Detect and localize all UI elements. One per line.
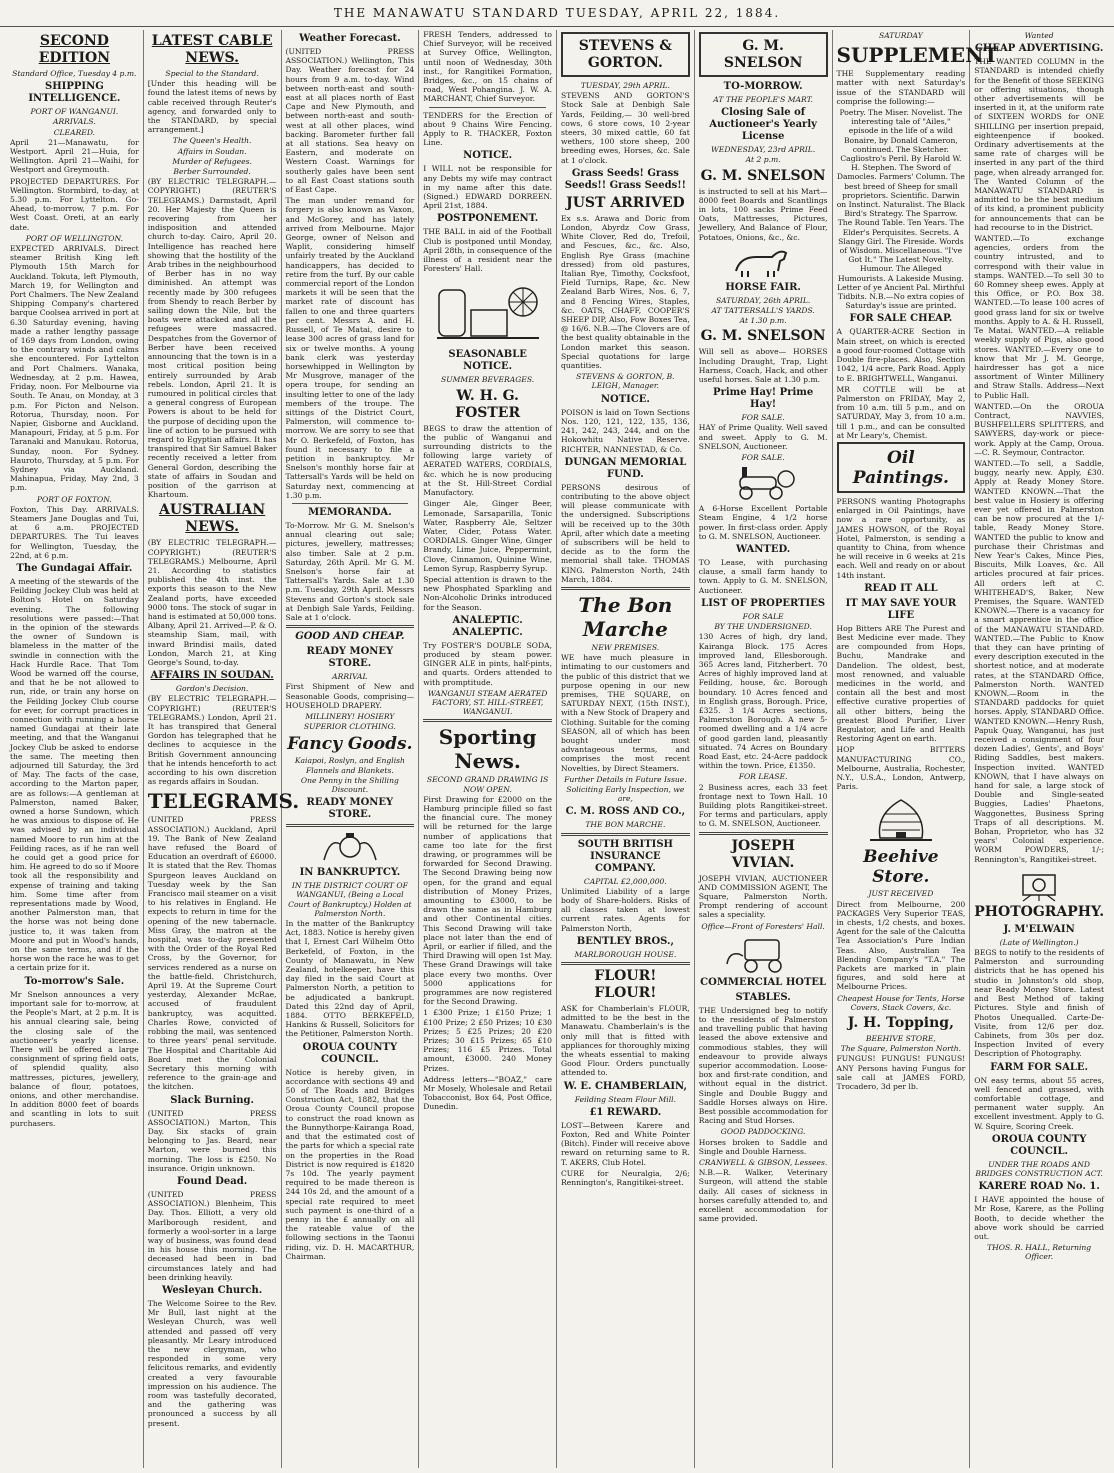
memoranda-heading: MEMORANDA.	[308, 506, 392, 518]
mcelwain-name: J. M'ELWAIN	[1003, 923, 1075, 935]
foxton-text: Foxton, This Day. ARRIVALS. Steamers Jane Douglas and Tui, at 6 a.m. PROJECTED DEPARTURES. The Tui leaves for Wellington, Tuesday, the 22nd, at 6 p.m.	[10, 504, 139, 560]
notice-heading-2: NOTICE.	[600, 393, 650, 405]
cable-heading: LATEST CABLE NEWS.	[151, 33, 273, 66]
by-undersigned: BY THE UNDERSIGNED.	[714, 622, 812, 632]
gundagai-text: A meeting of the stewards of the Feilding Jockey Club was held at Bolton's Hotel on Saturday evening. The following resolutions were passed:—That in the opinion of the stewards the owner of Sundown is blameless in the matter of the swindle in connection with the Hack Hurdle Race. That Tom Wood be warned off the course, and that he be not allowed to run, ride, or train any horse on the Feilding Jockey Club course for ever, for corrupt practices in connection with running a horse named Gundagai at their late meeting, and that the Wanganui Jockey Club be asked to endorse the same. The meeting then adjourned till Saturday, the 3rd of May. The facts of the case, according to the Marton paper, are as follows:—A gentleman at Palmerston, named Baker, owned a horse Sundown, which he was anxious to dispose of. He was advised by an individual named Moore to run him at the Feilding races, as if he ran well he could get a good price for him. He agreed to do so if Moore took all the responsibility and expense of training and taking him. Some time after from representations made by Wood, another Palmerston man, that the horse was not being done justice to, it was taken from Moore and put in Wood's hands, on the same terms, and if the horse won the race he was to get a certain prize for it.	[10, 576, 139, 973]
wanted-label: Wanted	[1024, 31, 1054, 40]
walker-text: N.B.—R. Walker, Veterinary Surgeon, will attend the stable daily. All cases of sickness in horses carefully attended to, and excellent accommodation for same provided.	[698, 1168, 828, 1224]
port-wellington: PORT OF WELLINGTON.	[25, 233, 124, 243]
column-4	[419, 30, 557, 1468]
edition-date: Standard Office, Tuesday 4 p.m.	[12, 69, 137, 78]
gundagai-heading: The Gundagai Affair.	[16, 562, 133, 574]
paddocking: GOOD PADDOCKING.	[720, 1127, 806, 1137]
gms-1-text: is instructed to sell at his Mart— 8000 feet Boards and Scantlings in lots, 100 sacks Prime Feed Oats, Mattresses, Pictures, Jewellery, And Balance of Flour, Potatoes, Onions, &c., &c.	[698, 186, 828, 242]
may-save-life: IT MAY SAVE YOUR LIFE	[845, 597, 957, 621]
commercial-hotel: COMMERCIAL HOTEL	[700, 976, 827, 988]
edition-heading: SECOND EDITION	[38, 33, 111, 66]
farm-heading: FARM FOR SALE.	[990, 1061, 1089, 1073]
poison-text: POISON is laid on Town Sections Nos. 120, 121, 122, 135, 136, 241, 242, 243, 244, and on the Hokowhitu Native Reserve. RICHTER, NANNESTAD, & Co.	[561, 407, 690, 454]
chamberlain-name: W. E. CHAMBERLAIN,	[563, 1080, 688, 1092]
oroua-heading: OROUA COUNTY COUNCIL.	[302, 1041, 398, 1065]
tattersalls: AT TATTERSALL'S YARDS.	[711, 306, 815, 316]
soda-text: Try FOSTER'S DOUBLE SODA, produced by steam power. GINGER ALE in pints, half-pints, and quarts. Orders attended to with promptitude.	[423, 640, 552, 687]
capital: CAPITAL £2,000,000.	[583, 876, 667, 886]
columns	[6, 30, 1108, 1468]
just-received: JUST RECEIVED	[868, 889, 934, 899]
oroua-council-2: OROUA COUNTY COUNCIL.	[991, 1133, 1087, 1157]
saturday-date: SATURDAY, 26th APRIL.	[715, 295, 811, 305]
gms-2-text: Will sell as above— HORSES Including Draught, Trap, Light Harness, Coach, Hack, and other useful horses. Sale at 1.30 p.m.	[698, 347, 828, 385]
affairs-soudan: Affairs in Soudan.	[177, 146, 247, 156]
supplement-text: THE Supplementary reading matter with next Saturday's issue of the STANDARD will comprise the following:—	[836, 69, 966, 106]
new-premises: NEW PREMISES.	[591, 642, 660, 652]
sg-date: TUESDAY, 29th APRIL.	[580, 81, 670, 90]
tomorrow-sale-heading: To-morrow's Sale.	[24, 975, 125, 987]
column-5	[557, 30, 695, 1468]
wanted-text: TO Lease, with purchasing clause, a small farm handy to town. Apply to G. M. SNELSON, Auctioneer.	[698, 558, 828, 595]
postponement-heading: POSTPONEMENT.	[436, 213, 539, 225]
vivian-heading: JOSEPH VIVIAN.	[731, 837, 795, 871]
berber-surrounded: Berber Surrounded.	[173, 167, 251, 177]
cable-text: (BY ELECTRIC TELEGRAPH.—COPYRIGHT.) (REUTER'S TELEGRAMS.) Darmstadt, April 20. Her Majesty the Queen is recovering from her indisposition and attended church to-day. Cairo, April 20. Intelligence has reached here showing that the hostility of the Arab tribes in the neighbourhood of Berber has in no way diminished. An attempt was recently made by 300 refugees from Shendy to reach Berber by sailing down the Nile, but the boats were attacked and all the refugees were massacred. Despatches from the Governor of Berber have been received announcing that the town is in a most critical position being entirely surrounded by Arab rebels. London, April 21. It is rumoured in political circles that a general congress of European Powers is about to be held for the purpose of deciding upon the line of action to be pursued with regard to Egyptian affairs. It has transpired that Sir Samuel Baker recently received a letter from General Gordon, describing the state of affairs in Soudan and position of the garrison at Khartoum.	[147, 177, 277, 500]
list-for-sale: FOR SALE	[742, 611, 784, 621]
kaiapoi: Kaiapoi, Roslyn, and English Flannels and Blankets.	[294, 756, 405, 775]
bon-marche-sign: THE BON MARCHE.	[585, 820, 666, 830]
list-heading: LIST OF PROPERTIES	[701, 597, 826, 609]
hop-text: Hop Bitters ARE The Purest and Best Medicine ever made. They are compounded from Hops, Buchu, Mandrake and Dandelion. The oldest, best, most renowned, and valuable medicines in the world, and contain all the best and most effective curative properties of all other bitters, being the greatest Blood Purifier, Liver Regulator, and Life and Health Restoring Agent on earth.	[836, 623, 966, 744]
queens-health: The Queen's Health.	[172, 136, 252, 146]
sailings-text: April 21—Manawatu, for Westport. April 21—Huia, for Wellington. April 21—Waihi, for Westport and Greymouth.	[10, 137, 139, 175]
karere-text: I HAVE appointed the house of Mr Rose, Karere, as the Polling Booth, to decide whether the above work should be carried out.	[974, 1195, 1104, 1241]
column-6	[695, 30, 833, 1468]
notice-heading: NOTICE.	[463, 150, 513, 162]
tenders: TENDERS for the Erection of about 9 Chains Wire Fencing. Apply to R. THACKER, Foxton Line.	[423, 110, 552, 148]
stables-heading: STABLES.	[735, 991, 791, 1003]
cheap-text: A QUARTER-ACRE Section in Main street, on which is erected a good four-roomed Cottage with Double fire-places. Also, Section 1042, 1/4 acre, Park Road. Apply to E. BRIGHTWELL, Wanganui.	[836, 327, 966, 383]
paddock-text: Horses broken to Saddle and Single and Double Harness.	[698, 1137, 828, 1156]
port-wanganui: PORT OF WANGANUI.	[30, 107, 119, 117]
slack-text: (UNITED PRESS ASSOCIATION.) Marton, This Day. Six stacks of grain belonging to Jas. Beard, near Marton, were burned this morning. The loss is £250. No insurance. Origin unknown.	[147, 1108, 277, 1173]
postponement-text: THE BALL in aid of the Football Club is postponed until Monday, April 28th, in consequence of the illness of a resident near the Foresters' Hall.	[423, 227, 552, 274]
vivian-text: JOSEPH VIVIAN, AUCTIONEER AND COMMISSION AGENT, The Square, Palmerston North. Prompt rendering of account sales a speciality.	[698, 873, 828, 920]
slack-heading: Slack Burning.	[170, 1094, 255, 1106]
bottling-machine-icon	[433, 276, 543, 346]
analeptic: ANALEPTIC. ANALEPTIC.	[452, 614, 523, 638]
lease-text: 2 Business acres, each 33 feet frontage next to Town Hall. 10 Building plots Rangitikei-street. For terms and particulars, apply to G. M. SNELSON, Auctioneer.	[698, 782, 828, 829]
shipping-heading: SHIPPING INTELLIGENCE.	[28, 81, 121, 105]
reward-heading: £1 REWARD.	[589, 1106, 662, 1118]
wellington-text: EXPECTED ARRIVALS. Direct steamer British King left Plymouth 15th March for Auckland. Tokuta, left Plymouth, March 19, for Wellington and Port Chalmers. The New Zealand Shipping Company's chartered barque Coolsea arrived in port at 6.30 Saturday evening, having made a rather lengthy passage of 169 days from London, owing to the contrary winds and calms she encountered. For Lyttelton and Port Chalmers. Wanaka, Wednesday, at 2 p.m. Hawea, Friday, noon. For Melbourne via South. Te Anau, on Monday, at 3 p.m. For Picton and Nelson. Rotorua, Thursday, noon. For Napier, Gisborne and Auckland. Manapouri, Friday, at 5 p.m. For Taranaki and Manukau. Rotorua, Sunday, noon. For Sydney. Hauroto, Thursday, at 5 p.m. For Sydney via Auckland. Mahinapua, Friday, May 2nd, 3 p.m.	[10, 244, 139, 493]
cranwell-gibson: CRANWELL & GIBSON, Lessees.	[698, 1158, 828, 1168]
steam-engine-icon	[728, 465, 798, 501]
at-130pm: At 1.30 p.m.	[739, 316, 787, 326]
topping-store: BEEHIVE STORE,	[865, 1034, 936, 1044]
coach-icon	[723, 934, 803, 974]
oil-paintings: Oil Paintings.	[852, 447, 949, 488]
further-details: Further Details in Future Issue.	[564, 774, 687, 784]
supplement-list: Poetry. The Miser. Novelist. The interesting tale of "Ailes," episode in the life of a wild Bonaire, by Donald Cameron, continued. The Sketcher. Cagliostro's Peril. By Harold W. H. Stephen. The Sword of Damocles. Farmers' Column. The best breed of Sheep for small proprietors. Scientific. Darwin on Instinct. Naturalist. The Black Bird's Strategy. The Sparrow. The Round Table. Ten Years. The Elder's Perquisites. Secrets. A Slangy Girl. The Fireside. Words of Wisdom. Miscellaneous. "I've Got It." The Latest Novelty. Humour. The Alleged Humourists. A Lakeside Musing. Letter of ye Ancient Pal. Mirthful Tidbits. N.B.—No extra copies of Saturday's issue are printed.	[836, 108, 966, 311]
tomorrow-heading: TO-MORROW.	[723, 81, 803, 92]
gms-1: G. M. SNELSON	[700, 167, 826, 184]
fresh-tenders: FRESH Tenders, addressed to Chief Surveyor, will be received at Survey Office, Wellington, until noon of Wednesday, 30th inst., for Rangitikei Formation, Bridges, &c., on 15 chains of road, West Pohangina. J. W. A. MARCHANT, Chief Surveyor.	[423, 30, 552, 104]
cable-note: [Under this heading will be found the latest items of news by cable received through Reuter's agency, and forwarded only to the STANDARD, by special arrangement.]	[147, 79, 277, 135]
topping-name: J. H. Topping,	[847, 1015, 954, 1032]
oroua-contract: WANTED.—On the OROUA Contract, NAVVIES, BUSHFELLERS SPLITTERS, and SAWYERS, day-work or piece-work. Apply at the Camp, Oroua.—C. R. Seymour, Contractor.	[974, 401, 1104, 457]
beehive-icon	[866, 794, 936, 844]
sg-sign: STEVENS & GORTON, B. LEIGH, Manager.	[576, 372, 675, 391]
royal-arms-icon	[320, 830, 380, 864]
bankruptcy-text: In the matter of the Bankruptcy Act, 1883. Notice is hereby given that I, Ernest Carl Wilhelm Otto Berkefeld, of Foxton, in the County of Manawatu, in New Zealand, hotelkeeper, have this day filed in the said Court at Palmerston North, a petition to be adjudicated a bankrupt. Dated this 22nd day of April, 1884. OTTO BERKEFELD, Hankins & Russell, Solicitors for the Petitioner, Palmerston North.	[285, 919, 415, 1039]
soliciting: Soliciting Early Inspection, we are,	[566, 784, 685, 804]
returning-officer: THOS. R. HALL, Returning Officer.	[987, 1243, 1092, 1262]
column-8	[970, 30, 1108, 1468]
beehive-text: Direct from Melbourne, 200 PACKAGES Very Superior TEAS, in chests, 1/2 chests, and boxes. Agent for the sale of the Calcutta Tea Association's Pure Indian Teas. Also, Australian Tea Blending Company's "T.A." The Packets are marked in plain figures, and sold here at Melbourne Prices.	[836, 899, 966, 992]
photography-heading: PHOTOGRAPHY.	[974, 903, 1105, 920]
district-court: IN THE DISTRICT COURT OF WANGANUI, (Being a Local Court of Bankruptcy.) Holden at Palmerston North.	[288, 881, 412, 918]
soudan-text: (BY ELECTRIC TELEGRAPH.—COPYRIGHT.) (REUTER'S TELEGRAMS.) London, April 21. It has transpired that General Gordon has telegraphed that he declines to acquiesce in the British Government announcing that he intends henceforth to act according to his own discretion as regards affairs in Soudan.	[147, 694, 277, 787]
australian-heading: AUSTRALIAN NEWS.	[159, 502, 266, 536]
arrival-text: First Shipment of New and Seasonable Goods, comprising— HOUSEHOLD DRAPERY.	[285, 682, 415, 710]
horse-fair: HORSE FAIR.	[725, 281, 801, 293]
wesleyan-text: The Welcome Soiree to the Rev. Mr Bull, last night at the Wesleyan Church, was well attended and passed off very pleasantly. Mr Leary introduced the new clergyman, who responded in some very felicitous remarks, and evidently created a very favourable impression on his audience. The room was tastefully decorated, and the gathering was pronounced a success by all present.	[147, 1298, 277, 1428]
topping-address: The Square, Palmerston North.	[840, 1044, 962, 1054]
seeds-text: Ex s.s. Arawa and Doric from London, Abyrdz Cow Grass, White Clover, Red do, Trefoil, and Fescues, &c., &c. Also, English Rye Grass (machine dressed) from old pastures, Italian Rye, Timothy, Cocksfoot, Field Turnips, Rape, &c. New Zealand Barb Wires, Nos. 6, 7, and 8 Fencing Wires, Staples, &c. OATS, CHAFF, COOPER'S SHEEP DIP, Also, Fow Boxes Tea, @ 16/6. N.B.—The Clovers are of the best quality obtainable in the London market this season. Special quotations for large quantities.	[561, 213, 690, 371]
insurance-text: Unlimited Liability of a large body of Share-holders. Risks of all classes taken at lowest current rates. Agents for Palmerston North,	[561, 886, 690, 933]
cure-text: CURE for Neuralgia, 2/6; Rennington's, Rangitikei-street.	[561, 1168, 690, 1188]
bon-text: WE have much pleasure in intimating to our customers and the public of this district that we purpose opening in our new premises, THE SQUARE, on SATURDAY NEXT, (15th INST.), with a New Stock of Drapery and Clothing. Suitable for the coming SEASON, all of which has been bought under most advantageous terms, and comprises the most recent Novelties, by Direct Steamers.	[561, 653, 690, 773]
prizes-list: 1 £300 Prize; 1 £150 Prize; 1 £100 Prize; 2 £50 Prizes; 10 £30 Prizes; 5 £25 Prizes; 20 £20 Prizes; 30 £15 Prizes; 65 £10 Prizes; 116 £5 Prizes. Total amount, £3000. 240 Money Prizes.	[423, 1008, 552, 1073]
marlborough-house: MARLBOROUGH HOUSE.	[574, 949, 677, 959]
column-3	[282, 30, 420, 1468]
arrival-label: ARRIVAL	[332, 672, 368, 682]
peoples-mart: AT THE PEOPLE'S MART.	[713, 95, 813, 104]
oil-text: PERSONS wanting Photographs enlarged in Oil Paintings, have now a rare opportunity, as JAMES HOWSON, of the Royal Hotel, Palmerston, is sending a quantity to China, from whence he will receive in 6 weeks at 21s each. Well and ready on or about 14th instant.	[836, 496, 966, 580]
memoranda-text: To-Morrow. Mr G. M. Snelson's annual clearing out sale; pictures, jewellery, mattresses; also timber. Sale at 2 p.m. Saturday, 26th April. Mr G. M. Snelson's horse fair at Tattersall's Yards. Sale at 1.30 p.m. Tuesday, 29th April. Messrs Stevens and Gorton's stock sale at Denbigh Sale Yards, Feilding. Sale at 1 o'clock.	[285, 520, 415, 622]
arrivals-label: ARRIVALS.	[52, 117, 96, 127]
australian-text: (BY ELECTRIC TELEGRAPH.—COPYRIGHT.) (REUTER'S TELEGRAMS.) Melbourne, April 21. According to statistics published the 4th inst. the exports this season to the New Zealand ports, have exceeded 9000 tons. The stock of sugar in hand is estimated at 50,000 tons. Albany, April 21. Arrived—P. & O. steamship Siam, mail, with inward Brindisi mails, dated London, March 21, at King George's Sound, to-day.	[147, 538, 277, 667]
for-sale-cheap: FOR SALE CHEAP.	[849, 313, 953, 325]
cheap-advertising: CHEAP ADVERTISING.	[974, 43, 1104, 55]
masthead: THE MANAWATU STANDARD TUESDAY, APRIL 22, 1884.	[0, 0, 1114, 27]
mcelwain-text: BEGS to notify to the residents of Palmerston and surrounding districts that he has opened his studio in Johnston's old shop, near Ready Money Store. Latest and Best Method of taking Pictures. Style and finish of Photos Unequalled. Carte-De-Visite, from 12/6 per doz. Cabinets, from 30s per doz. Inspection Invited of every Description of Photography.	[974, 948, 1104, 1059]
wanted-items: WANTED.—To exchange agencies, orders from the country intrusted, and to correspond with their value in stamps. WANTED.—To sell 30 to 60 Romney sheep ewes. Apply at this Office, or P.O. Box 38. WANTED.—To lease 100 acres of good grass land for six or twelve months. Apply to A. & H. Russell, Te Matai. WANTED.—A reliable weekly supply of Pigs, also good stores. WANTED.—Every one to know that Mr J. M. George, hairdresser has got a nice assortment of Winter Millinery and Straw Stalls. Address—Next to Public Hall.	[974, 234, 1104, 400]
weather-heading: Weather Forecast.	[299, 33, 401, 44]
oroua-text: Notice is hereby given, in accordance with sections 49 and 50 of The Roads and Bridges Construction Act, 1882, that the Oroua County Council propose to construct the road known as the Bunnythorpe-Kairanga Road, and that the estimated cost of the parts for which a special rate on the properties in the Road District is now required is £1820 7s 10d. The yearly payment required to be made thereon is 244 10s 2d, and the amount of a special rate required to meet such payment is one-third of a penny in the £ annually on all the rateable value of the following sections in the Taonui riding, viz. D. H. MACARTHUR, Chairman.	[285, 1067, 415, 1261]
notice-text: I WILL not be responsible for any Debts my wife may contract in my name after this date. (Signed.) EDWARD DORREEN. April 21st, 1884.	[423, 164, 552, 211]
millinery: MILLINERY! HOSIERY	[305, 712, 395, 721]
foster-name: W. H. G. FOSTER	[455, 387, 521, 421]
projected-text: PROJECTED DEPARTURES. For Wellington. Stormbird, to-day, at 5.30 p.m. For Lyttelton. Go-Ahead, to-morrow, 7 p.m. For West Coast. Oreti, at an early date.	[10, 176, 139, 232]
wanted-heading: WANTED.	[735, 544, 791, 556]
karere-road: KARERE ROAD No. 1.	[978, 1181, 1100, 1193]
found-dead-heading: Found Dead.	[177, 1175, 248, 1187]
reward-text: LOST—Between Karere and Foxton, Red and White Pointer (Bitch). Finder will receive above reward on returning same to R. T. AKERS, Club Hotel.	[561, 1120, 690, 1167]
wednesday-date: WEDNESDAY, 23rd APRIL.	[710, 145, 816, 155]
sg-text: STEVENS AND GORTON'S Stock Sale at Denbigh Sale Yards, Feilding,— 30 well-bred cows, 6 store cows, 10 2-year steers, 30 mixed cattle, 60 fat wethers, 100 store sheep, 200 breeding ewes, Horses, &c. Sale at 1 o'clock.	[561, 91, 690, 165]
sporting-text: First Drawing for £2000 on the Hamburg principle filled so fast the financial cure. The money will be returned for the large number of applications that came too late for the first drawing, or programmes will be forwarded for Second Drawing. The Second Drawing being now open, for the grand and equal distribution of Money Prizes, amounting to £3000, to be drawn the same as in Hamburg and other Continental cities. This Second Drawing will take place not later than the end of April, or earlier if filled, and the Third Drawing will open 1st May. These Grand Drawings will take place every two months. Over 5000 applications for programmes are now registered for the Second Drawing.	[423, 794, 552, 1007]
murder-refugees: Murder of Refugees.	[172, 156, 252, 166]
just-arrived: JUST ARRIVED	[566, 194, 685, 211]
stables-text: THE Undersigned beg to notify to the residents of Palmerston and travelling public that having leased the above extensive and commodious stables, they will endeavour to provide always superior accommodation. Loose-box and first-rate condition, and without equal in the district. Single and Double Buggy and Saddle Horses always on Hire. Best possible accommodation for Racing and Stud Horses.	[698, 1005, 828, 1126]
camera-icon	[1009, 867, 1069, 901]
at-2pm: At 2 p.m.	[745, 155, 781, 165]
cordials-list: Ginger Ale, Ginger Beer, Lemonade, Sarsaparilla, Tonic Water, Raspberry Ale, Seltzer Water, Cider, Potass Water. CORDIALS. Ginger Wine, Ginger Brandy, Lime Juice, Peppermint, Clove, Cinnamon, Quinine Wine, Lemon Syrup, Raspberry Syrup.	[423, 499, 552, 573]
south-british: SOUTH BRITISH INSURANCE COMPANY.	[577, 838, 673, 874]
cable-subheading: Special to the Standard.	[165, 69, 259, 78]
flour-heading: FLOUR! FLOUR!	[594, 968, 657, 1002]
list-text: 130 Acres of high, dry land, Kairanga Block. 175 Acres improved land, Ellesborough. 365 Acres land, Fitzherbert. 70 Acres of highly improved land at Feilding, house, &c. Borough boundary. 10 Acres fenced and in English grass, Borough. Price, £325. 3 1/4 Acres sections, Palmerston Borough. A new 5-roomed dwelling and a 1/4 acre of good garden land, pleasantly situated. 74 Acres on Boundary Road East, etc. 24-Acre paddock within the town. Price, £1350.	[698, 632, 828, 771]
gms-2: G. M. SNELSON	[700, 328, 826, 345]
column-1	[6, 30, 144, 1468]
cleared-label: CLEARED.	[53, 127, 96, 137]
hay-text: HAY of Prime Quality. Well saved and sweet. Apply to G. M. SNELSON, Auctioneer.	[698, 423, 828, 451]
boaz-address: Address letters—"BOAZ," care Mr Mosely, Wholesale and Retail Tobacconist, Box 64, Post Office, Dunedin.	[423, 1074, 552, 1112]
for-sale-2: FOR SALE.	[741, 453, 785, 463]
tomorrow-sale-text: Mr Snelson announces a very important sale for to-morrow, at the People's Mart, at 2 p.m. It is his annual clearing sale, being the closing sale of the auctioneer's yearly license. There will be offered a large consignment of spring field oats, of splendid quality, also mattresses, pictures, jewellery, balance of flour, potatoes, onions, and other merchandise. In addition 8000 feet of boards and scantling in lots to suit purchasers.	[10, 989, 139, 1128]
snelson-heading: G. M. SNELSON	[723, 38, 803, 71]
mcelwain-sub: (Late of Wellington.)	[999, 937, 1079, 947]
cheap-adv-text: THE WANTED COLUMN in the STANDARD is intended chiefly for the Benefit of those SEEKING or offering situations, though other advertisements will be inserted in it, at the uniform rate of SIXTEEN WORDS for ONE SHILLING per insertion prepaid, eighteenpence if booked. Ordinary advertisements at the same rate of charges will be inserted in any part of the third page, when already arranged for. The Wanted Column of the MANAWATU STANDARD is admitted to be the best medium of its kind, a prominent publicity for announcements that can be had recourse to in the District.	[974, 57, 1104, 232]
telegrams-heading: TELEGRAMS.	[147, 789, 300, 814]
foster-text: BEGS to draw the attention of the public of Wanganui and surrounding districts to the following large variety of AERATED WATERS, CORDIALS, &c. which he is now producing at the St. Hill-Street Cordial Manufactory.	[423, 423, 552, 498]
for-sale-1: FOR SALE.	[741, 413, 785, 423]
ross-name: C. M. ROSS AND CO.,	[565, 806, 686, 818]
closing-sale: Closing Sale of Auctioneer's Yearly License	[709, 107, 817, 143]
read-it-all: READ IT ALL	[864, 582, 938, 594]
dungan-heading: DUNGAN MEMORIAL FUND.	[564, 456, 687, 480]
prime-hay: Prime Hay! Prime Hay!	[713, 387, 814, 411]
supplement-heading: SUPPLEMENT	[836, 43, 999, 68]
cheapest-house: Cheapest House for Tents, Horse Covers, Stack Covers, &c.	[837, 993, 965, 1012]
bon-marche-heading: The Bon Marche	[578, 592, 673, 641]
good-cheap: GOOD AND CHEAP.	[295, 631, 405, 643]
roads-act: UNDER THE ROADS AND BRIDGES CONSTRUCTION ACT.	[975, 1159, 1103, 1178]
beehive-store: Beehive Store.	[863, 847, 939, 888]
bentley-bros: BENTLEY BROS.,	[576, 935, 674, 947]
sporting-heading: Sporting News.	[438, 725, 537, 774]
bankruptcy-heading: IN BANKRUPTCY.	[299, 867, 401, 879]
news-text: The man under remand for forgery is also known as Vaxon, and McGorey, and has lately arrived from Melbourne. Major George, owner of Nelson and Waplit, considering himself unfairly treated by the Auckland handicappers, has decided to retire from the turf. By our cable commercial report of the London markets it will be seen that the market rate of discount has fallen to one and three quarters per cent. Messrs A. and H. Russell, of Te Matai, desire to lease 300 acres of grass land for six or twelve months. A young bank clerk was yesterday horsewhipped in Wellington by Mr Musgrove, manager of the opera troupe, for sending an insulting letter to one of the lady members of the troupe. The sittings of the District Court, Palmerston, will commence to-morrow. We are sorry to see that Mr O. Berkefeld, of Foxton, has found it necessary to file a petition in bankruptcy. Mr Snelson's monthly horse fair at Tattersall's Yards will be held on Saturday next, commencing at 1.30 p.m.	[285, 196, 415, 500]
steam-mill: Feilding Steam Flour Mill.	[574, 1094, 676, 1104]
summer-beverages: SUMMER BEVERAGES.	[441, 375, 535, 385]
fancy-goods: Fancy Goods.	[287, 734, 413, 755]
more-wanted: WANTED.—To sell, a Saddle, buggy, nearly new. Apply, £30. Apply at Ready Money Store. WANTED KNOWN.—That the best value in Hosiery is offering ever yet offered in Palmerston can be now procured at the 1/- table, Ready Money Store. WANTED the public to know and purchase their Christmas and New Year's Cakes, Mince Pies, Biscuits, Milk Loaves, &c. All articles procured at fair prices. All orders left at C. WHITEHEAD'S, Baker, New Premises, the Square. WANTED KNOWN.—There is a vacancy for a smart apprentice in the office of the MANAWATU STANDARD. WANTED.—The Public to Know that they can have printing of every description executed in the shortest notice, and at moderate rates, at the STANDARD Office, Palmerston North. WANTED KNOWN.—Room in the STANDARD paddocks for quiet horses. Apply, STANDARD Office. WANTED KNOWN.—Henry Rush, Papuk Quay, Wanganui, has just received a consignment of four dozen Ladies', Gents', and Boys' Riding Saddles, best makers. Inspection invited. WANTED KNOWN, that I have always on hand for sale, a large stock of Double and Single-seated Buggies, Ladies' Phaetons, Waggonettes, Business Spring Traps of all descriptions. M. Bohan, Proprietor, who has 32 years' Colonial experience. WORM POWDERS, 1/-; Rennington's, Rangitikei-street.	[974, 458, 1104, 864]
wesleyan-heading: Wesleyan Church.	[162, 1284, 263, 1296]
telegrams-text: (UNITED PRESS ASSOCIATION.) Auckland, April 19. The Bank of New Zealand have refused the Board of Education an overdraft of £6000. It is stated that the Rev. Thomas Spurgeon leaves Auckland on Tuesday week by the San Francisco mail steamer on a visit to his relatives in England. He expects to return in time for the opening of the new tabernacle. Miss Gray, the matron at the hospital, was to-day presented with the Order of the Royal Red Cross, by the Governor, for services rendered as a nurse on the battle-field. Christchurch, April 19. At the Supreme Court yesterday, Alexander McRae, accused of fraudulent bankruptcy, was acquitted. Charles Rowe, convicted of robbing the mail, was sentenced to three years' penal servitude. The Hospital and Charitable Aid Board met the Colonial Secretary this morning with reference to the grain-age and the kitchen.	[147, 815, 277, 1092]
engine-text: A 6-Horse Excellent Portable Steam Engine, 4 1/2 horse power. In first-class order. Apply to G. M. SNELSON, Auctioneer.	[698, 504, 828, 541]
grass-seeds: Grass Seeds! Grass Seeds!! Grass Seeds!!	[564, 167, 686, 191]
flour-text: ASK for Chamberlain's FLOUR, admitted to be the best in the Manawatu. Chamberlain's is the only mill that is fitted with appliances for thoroughly mixing the wheats essential to making Good Flour. Orders punctually attended to.	[561, 1004, 690, 1078]
fungus-text: FUNGUS! FUNGUS! FUNGUS! ANY Persons having Fungus for sale call at JAMES FORD, Trocadero, 3d per lb.	[836, 1054, 966, 1092]
hop-company: HOP BITTERS MANUFACTURING CO., Melbourne, Australia, Rochester, N.Y., U.S.A., London, Antwerp, Paris.	[836, 745, 966, 792]
dungan-text: PERSONS desirous of contributing to the above object will please communicate with the undersigned. Subscriptions will be received up to the 30th April, after which date a meeting of subscribers will be held to decide as to the form the memorial shall take. THOMAS KING. Palmerston North, 24th March, 1884.	[561, 482, 690, 584]
drawing-open: SECOND GRAND DRAWING IS NOW OPEN.	[426, 775, 549, 794]
found-dead-text: (UNITED PRESS ASSOCIATION.) Blenheim, This Day. Thos. Elliott, a very old Marlborough resident, and formerly a wool-sorter in a large way of business, was found dead in his house this morning. The deceased had been in bad circumstances lately and had been drinking heavily.	[147, 1189, 277, 1282]
saturday-label: SATURDAY	[879, 31, 923, 40]
soudan-heading: AFFAIRS IN SOUDAN.	[150, 670, 274, 682]
superior-clothing: SUPERIOR CLOTHING.	[303, 722, 396, 732]
wanganui-steam: WANGANUI STEAM AERATED FACTORY, ST. HILL-STREET, WANGANUI.	[427, 688, 548, 717]
vivian-office: Office—Front of Foresters' Hall.	[701, 921, 825, 931]
farm-text: ON easy terms, about 55 acres, well fenced and grassed, with comfortable cottage, and permanent water supply. An excellent investment. Apply to G. W. Squire, Scoring Creek.	[974, 1075, 1104, 1131]
column-7	[833, 30, 999, 1468]
stevens-gorton-heading: STEVENS & GORTON.	[578, 38, 672, 71]
cottle-text: MR COTTLE will be at Palmerston on FRIDAY, May 2, from 10 a.m. till 5 p.m., and on SATURDAY, May 3, from 10 a.m. till 1 p.m., and can be consulted at Mr Leary's, Chemist.	[836, 384, 966, 440]
one-penny: One Penny in the Shilling Discount.	[300, 775, 399, 795]
special-text: Special attention is drawn to the new Phosphated Sparkling and Non-Alcoholic Drinks introduced for the Season.	[423, 574, 552, 612]
port-foxton: PORT OF FOXTON.	[36, 494, 112, 504]
seasonable-notice: SEASONABLE NOTICE.	[448, 349, 527, 373]
weather-text: (UNITED PRESS ASSOCIATION.) Wellington, This Day. Weather forecast for 24 hours from 9 a.m. to-day. Wind between north-east and south-east at all places north of East Cape and New Plymouth, and between north-east and south-west at all other places, wind backing. Barometer further fall at all stations. Sea heavy on Eastern, and moderate on Western Coast. Warnings for southerly gales have been sent to all East Coast stations south of East Cape.	[285, 47, 415, 195]
column-2	[144, 30, 300, 1468]
ready-money-store: READY MONEY STORE.	[306, 646, 394, 670]
for-lease: FOR LEASE.	[738, 772, 788, 782]
gordon-decision: Gordon's Decision.	[175, 684, 249, 694]
horse-icon	[728, 245, 798, 279]
ready-money-store-2: READY MONEY STORE.	[306, 797, 394, 821]
